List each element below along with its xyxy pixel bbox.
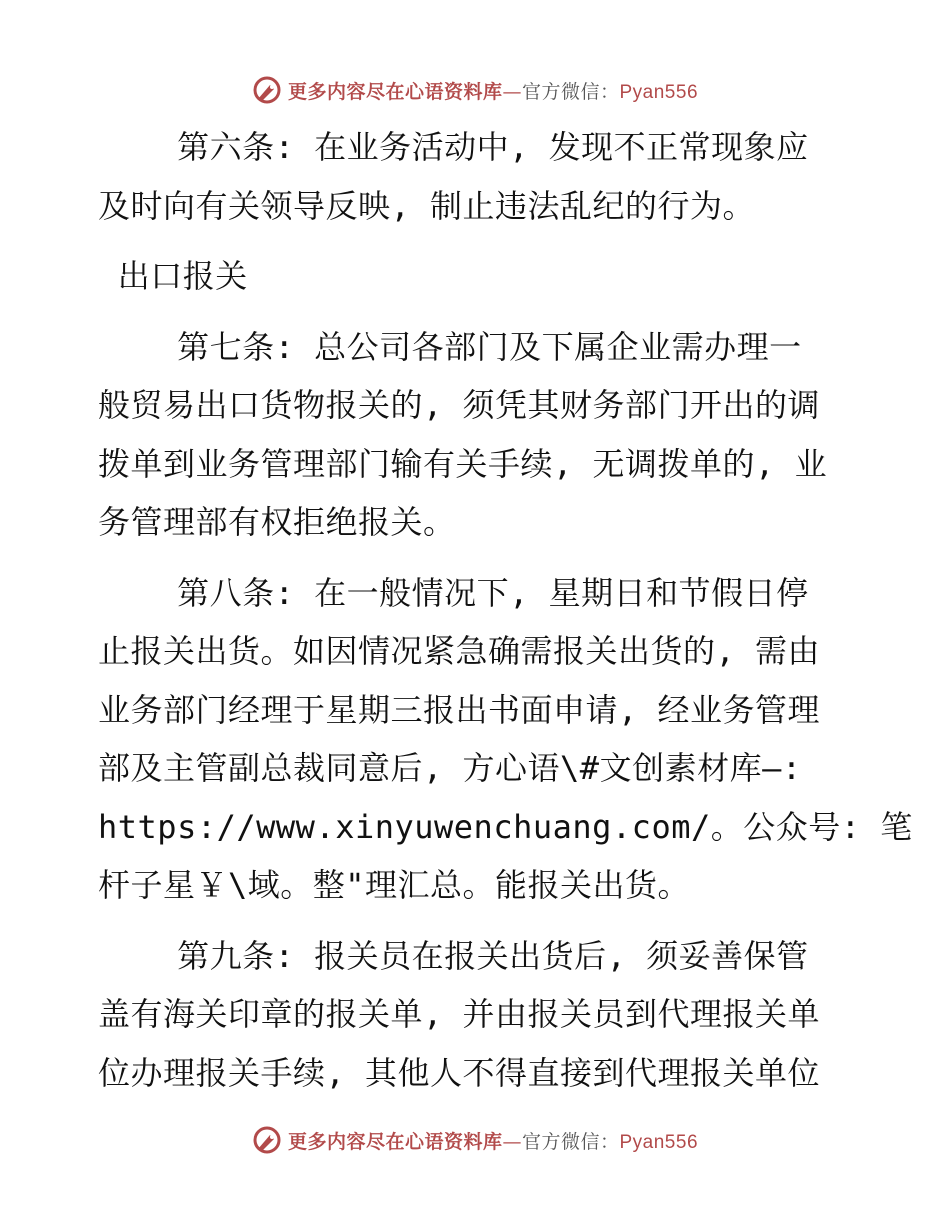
article-8-paragraph: 第八条: 在一般情况下, 星期日和节假日停 止报关出货。如因情况紧急确需报关出货的, 需由 业务部门经理于星期三报出书面申请, 经业务管理 部及主管副总裁同意后, 方心语\#文创素材库—: https://www.xinyuwenchuang.com/。公众号: 笔 杆子星￥\域。整"理汇总。能报关出货。: [98, 573, 913, 904]
article-6-paragraph: 第六条: 在业务活动中, 发现不正常现象应 及时向有关领导反映, 制止违法乱纪的行为。: [98, 128, 809, 225]
pen-logo-icon: [252, 75, 282, 105]
article-9-paragraph: 第九条: 报关员在报关出货后, 须妥善保管 盖有海关印章的报关单, 并由报关员到代理报关单 位办理报关手续, 其他人不得直接到代理报关单位: [98, 936, 821, 1092]
section-heading-export-customs: 出口报关: [98, 257, 248, 295]
pen-logo-icon: [252, 1125, 282, 1155]
watermark-text: 更多内容尽在心语资料库—官方微信：Pyan556: [287, 1130, 699, 1153]
header-watermark-banner: [0, 70, 950, 110]
document-body: [98, 118, 913, 1102]
footer-watermark-banner: [0, 1120, 950, 1160]
watermark-text: 更多内容尽在心语资料库—官方微信：Pyan556: [287, 80, 699, 103]
article-7-paragraph: 第七条: 总公司各部门及下属企业需办理一 般贸易出口货物报关的, 须凭其财务部门开出的调 拨单到业务管理部门输有关手续, 无调拨单的, 业 务管理部有权拒绝报关。: [98, 327, 828, 541]
